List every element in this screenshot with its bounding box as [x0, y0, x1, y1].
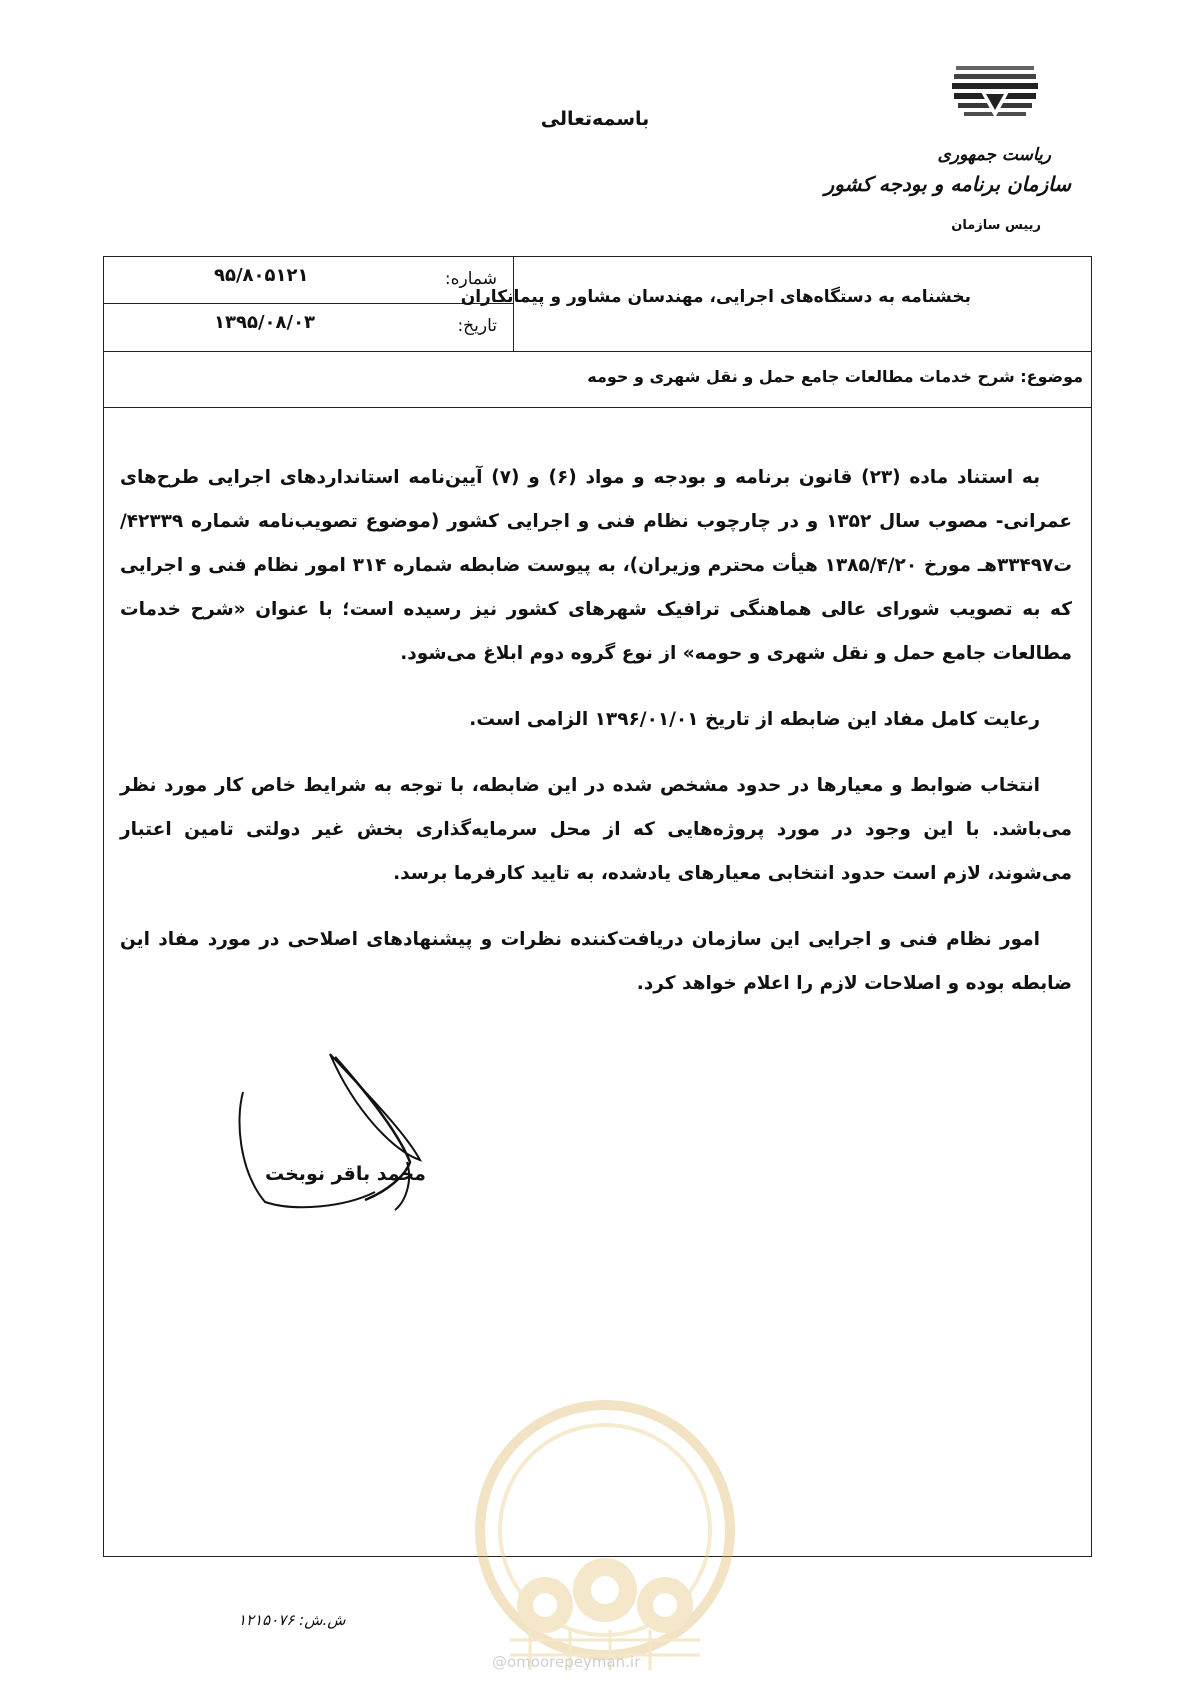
org-presidency: ریاست جمهوری — [937, 145, 1051, 165]
page-title: باسمه‌تعالی — [540, 108, 650, 130]
number-label: شماره: — [444, 269, 497, 289]
body-paragraph: امور نظام فنی و اجرایی این سازمان دریافت‌کننده نظرات و پیشنهادهای اصلاحی در مورد مفاد این ضابطه بوده و اصلاحات لازم را اعلام خواهد کرد. — [120, 929, 1072, 994]
body-paragraph: انتخاب ضوابط و معیارها در حدود مشخص شده در این ضابطه، با توجه به شرایط خاص کار مورد نظر می‌باشد. با این وجود در مورد پروژه‌هایی که از محل سرمایه‌گذاری بخش غیر دولتی تامین اعتبار می‌شوند، لازم است حدود انتخابی معیارهای یادشده، به تایید کارفرما برسد. — [120, 775, 1072, 884]
org-head-title: رییس سازمان — [951, 218, 1041, 233]
number-cell — [104, 257, 513, 304]
signatory-name: محمد باقر نوبخت — [265, 1163, 426, 1185]
date-label: تاریخ: — [457, 316, 497, 336]
body-paragraph: به استناد ماده (۲۳) قانون برنامه و بودجه و مواد (۶) و (۷) آیین‌نامه استانداردهای اجرایی طرح‌های عمرانی- مصوب سال ۱۳۵۲ و در چارچوب نظام فنی و اجرایی کشور (موضوع تصویب‌نامه شماره ۴۲۳۳۹/ت۳۳۴۹۷هـ مورخ ۱۳۸۵/۴/۲۰ هیأت محترم وزیران)، به پیوست ضابطه شماره ۳۱۴ امور نظام فنی و اجرایی که به تصویب شورای عالی هماهنگی ترافیک شهرهای کشور نیز رسیده است؛ با عنوان «شرح خدمات مطالعات جامع حمل و نقل شهری و حومه» از نوع گروه دوم ابلاغ می‌شود. — [120, 467, 1072, 664]
recipient-line: بخشنامه به دستگاه‌های اجرایی، مهندسان مشاور و پیمانکاران — [460, 287, 971, 307]
header-row — [104, 257, 1091, 352]
letter-body — [120, 456, 1072, 1028]
footer-code: ش.ش: ۱۲۱۵۰۷۶ — [238, 1611, 346, 1629]
subject-row — [104, 352, 1091, 408]
date-cell — [104, 304, 513, 351]
body-paragraph: رعایت کامل مفاد این ضابطه از تاریخ ۱۳۹۶/۰۱/۰۱ الزامی است. — [469, 709, 1040, 730]
emblem-icon — [950, 60, 1040, 135]
handwritten-signature — [235, 1052, 475, 1212]
org-name: سازمان برنامه و بودجه کشور — [824, 172, 1071, 196]
watermark-logo — [470, 1390, 740, 1690]
number-date-box — [104, 257, 514, 351]
watermark-url: @omoorepeyman.ir — [492, 1653, 641, 1671]
number-value: ۹۵/۸۰۵۱۲۱ — [214, 265, 309, 286]
subject-line: موضوع: شرح خدمات مطالعات جامع حمل و نقل شهری و حومه — [587, 367, 1083, 386]
date-value: ۱۳۹۵/۰۸/۰۳ — [214, 312, 316, 333]
